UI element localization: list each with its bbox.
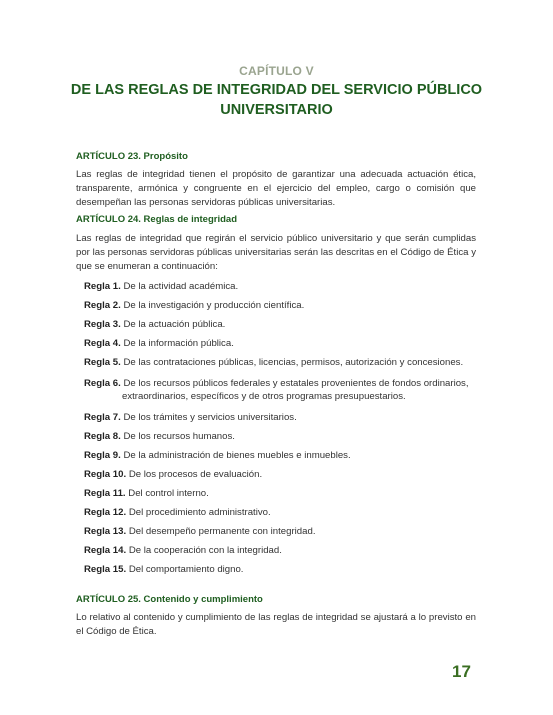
rule-label: Regla 8. [84,431,121,442]
rule-text: De las contrataciones públicas, licencias, permisos, autorización y concesiones. [123,357,464,368]
rule-label: Regla 2. [84,300,121,311]
rule-label: Regla 9. [84,450,121,461]
rule-text: De los recursos públicos federales y estatales provenientes de fondos ordinarios, extraordinarios, específicos y de otros programas presupuestarios. [122,378,469,402]
rule-item [84,411,476,424]
rule-label: Regla 12. [84,507,127,518]
chapter-title: DE LAS REGLAS DE INTEGRIDAD DEL SERVICIO PÚBLICO UNIVERSITARIO [70,82,483,118]
rule-item [84,487,476,500]
rule-text: De la cooperación con la integridad. [128,545,282,556]
rule-label: Regla 5. [84,357,121,368]
chapter-label: CAPÍTULO V [239,64,314,78]
rule-label: Regla 4. [84,338,121,349]
rule-item [84,318,476,331]
rule-label: Regla 10. [84,469,127,480]
rule-item [84,525,476,538]
rule-text: Del procedimiento administrativo. [128,507,271,518]
page-number: 17 [452,662,471,681]
rule-item [84,280,476,293]
rule-item [84,506,476,519]
rule-item [84,337,476,350]
rule-item [84,356,476,369]
article-24-heading: ARTÍCULO 24. Reglas de integridad [76,214,237,225]
rule-label: Regla 13. [84,526,127,537]
rule-label: Regla 11. [84,488,126,499]
rule-label: Regla 6. [84,378,121,389]
rule-label: Regla 15. [84,564,127,575]
rule-text: De los trámites y servicios universitarios. [123,412,297,423]
article-25-text: Lo relativo al contenido y cumplimiento de las reglas de integridad se ajustará a lo previsto en el Código de Ética. [76,612,476,637]
rule-label: Regla 3. [84,319,121,330]
rule-item [84,430,476,443]
article-23-heading: ARTÍCULO 23. Propósito [76,151,188,162]
rule-text: Del control interno. [128,488,209,499]
rule-item [84,563,476,576]
rule-text: De la actuación pública. [123,319,226,330]
rule-label: Regla 14. [84,545,127,556]
rule-item [84,377,476,403]
rule-text: De los procesos de evaluación. [128,469,263,480]
rule-text: De la administración de bienes muebles e inmuebles. [123,450,351,461]
rule-text: De la información pública. [123,338,234,349]
rule-text: Del comportamiento digno. [128,564,244,575]
rule-label: Regla 1. [84,281,121,292]
rule-text: Del desempeño permanente con integridad. [128,526,316,537]
rule-item [84,449,476,462]
rule-label: Regla 7. [84,412,121,423]
rule-item [84,468,476,481]
rule-item [84,299,476,312]
article-23-text: Las reglas de integridad tienen el propósito de garantizar una adecuada actuación ética, transparente, armónica y congruente en el ejercicio del empleo, cargo o comisión que desempeñan las personas servidoras públicas universitarias. [76,169,476,208]
article-25-heading: ARTÍCULO 25. Contenido y cumplimiento [76,594,263,605]
rule-text: De los recursos humanos. [123,431,235,442]
article-24-text: Las reglas de integridad que regirán el servicio público universitario y que serán cumplidas por las personas servidoras públicas universitarias serán las descritas en el Código de Ética y que se enumeran a continuación: [76,233,476,272]
rule-text: De la actividad académica. [123,281,239,292]
rule-text: De la investigación y producción científica. [123,300,305,311]
rule-item [84,544,476,557]
